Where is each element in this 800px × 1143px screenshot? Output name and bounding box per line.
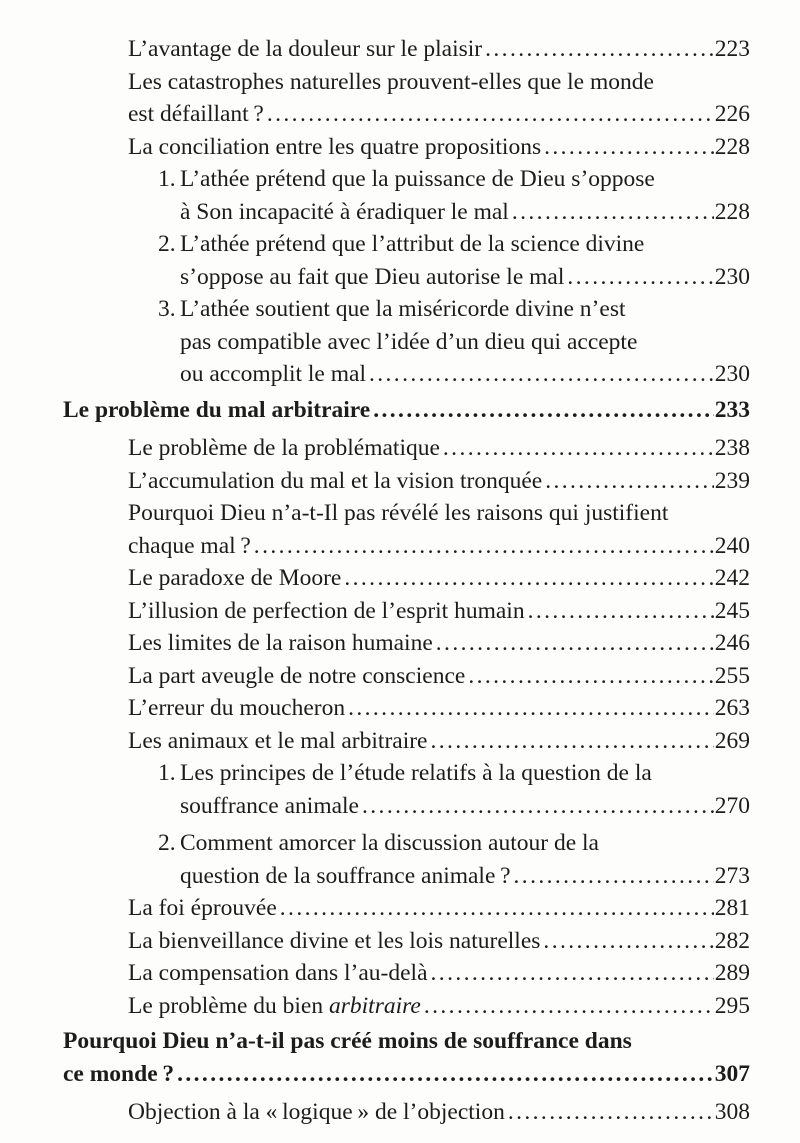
- dot-leader: [362, 790, 714, 823]
- entry-title: L’erreur du moucheron: [128, 695, 346, 721]
- dot-leader: [512, 196, 714, 229]
- entry-title: Les principes de l’étude relatifs à la question de la: [180, 760, 652, 786]
- page-number: 239: [714, 467, 750, 494]
- dot-leader: [545, 465, 714, 498]
- entry-title-segment: Le problème du bien: [128, 992, 329, 1019]
- dot-leader: [443, 432, 714, 465]
- entry-title: Le paradoxe de Moore: [128, 565, 342, 591]
- dot-leader: [280, 892, 714, 925]
- page-number: 281: [714, 895, 750, 921]
- page-number: 269: [714, 727, 750, 754]
- dot-leader: [369, 358, 714, 391]
- toc-line: [180, 261, 750, 294]
- entry-title: est défaillant ?: [128, 101, 264, 127]
- dot-leader: [344, 562, 713, 595]
- toc-line: [158, 228, 750, 261]
- item-number: 2.: [158, 231, 176, 257]
- page-number: 230: [714, 263, 750, 290]
- entry-title: Objection à la « logique » de l’objection: [128, 1099, 505, 1125]
- toc-line: [128, 33, 750, 66]
- entry-title: souffrance animale: [180, 792, 359, 819]
- dot-leader: [254, 530, 714, 563]
- toc-entry: [63, 465, 750, 498]
- page-number: 245: [714, 597, 750, 624]
- entry-title: Le problème de la problématique: [128, 435, 440, 461]
- toc-entry: [63, 957, 750, 990]
- entry-title: pas compatible avec l’idée d’un dieu qui accepte: [180, 328, 638, 355]
- toc-line: [128, 660, 750, 693]
- toc-line: [63, 1058, 750, 1091]
- dot-leader: [544, 131, 714, 164]
- dot-leader: [373, 394, 714, 427]
- toc-line: [128, 692, 750, 725]
- toc-entry: [63, 33, 750, 66]
- entry-title: La foi éprouvée: [128, 895, 277, 921]
- page-number: 270: [714, 792, 750, 819]
- toc-entry: [63, 595, 750, 628]
- toc-entry: [63, 1025, 750, 1090]
- dot-leader: [514, 860, 714, 893]
- toc-entry: [63, 990, 750, 1023]
- page-number: 282: [714, 927, 750, 954]
- toc-line: [180, 326, 750, 359]
- entry-title: L’athée prétend que la puissance de Dieu s’oppose: [180, 166, 655, 192]
- entry-title: Le problème du mal arbitraire: [63, 396, 371, 423]
- dot-leader: [468, 660, 713, 693]
- entry-title: question de la souffrance animale ?: [180, 862, 511, 889]
- dot-leader: [267, 98, 714, 131]
- toc-entry: [63, 627, 750, 660]
- dot-leader: [508, 1096, 714, 1129]
- dot-leader: [431, 725, 714, 758]
- toc-entry: [63, 562, 750, 595]
- toc-line: [128, 925, 750, 958]
- toc-line: [128, 432, 750, 465]
- page-number: 226: [714, 101, 750, 127]
- entry-title: La compensation dans l’au-delà: [128, 960, 428, 986]
- page-number: 295: [714, 992, 750, 1019]
- toc-entry: [63, 1096, 750, 1129]
- toc-line: [128, 66, 750, 99]
- toc-entry: [63, 692, 750, 725]
- toc-line: [128, 562, 750, 595]
- toc-entry: [63, 66, 750, 131]
- page-number: 308: [714, 1099, 750, 1125]
- page-number: 289: [714, 960, 750, 986]
- toc-line: [128, 465, 750, 498]
- toc-line: [158, 293, 750, 326]
- toc-line: [128, 627, 750, 660]
- page-number: 228: [714, 133, 750, 160]
- entry-title: Les animaux et le mal arbitraire: [128, 727, 428, 754]
- toc-line: [128, 1096, 750, 1129]
- page-number: 230: [714, 361, 750, 387]
- toc-line: [180, 790, 750, 823]
- toc-line: [128, 98, 750, 131]
- page-number: 255: [714, 662, 750, 689]
- dot-leader: [567, 261, 713, 294]
- toc-line: [63, 1025, 750, 1058]
- page-number: 223: [714, 36, 750, 62]
- entry-title: L’athée prétend que l’attribut de la science divine: [180, 231, 645, 257]
- entry-title-italic-segment: arbitraire: [329, 992, 421, 1019]
- entry-title: La bienveillance divine et les lois naturelles: [128, 927, 541, 954]
- toc-entry: [63, 757, 750, 822]
- toc-line: [128, 497, 750, 530]
- toc-entry: [63, 163, 750, 228]
- toc-entry: [63, 660, 750, 693]
- toc-entry: [63, 394, 750, 427]
- toc-line: [128, 131, 750, 164]
- page-number: 246: [714, 630, 750, 656]
- entry-title: Comment amorcer la discussion autour de la: [180, 830, 599, 856]
- toc-line: [128, 990, 750, 1023]
- page-number: 238: [714, 435, 750, 461]
- toc-entry: [63, 925, 750, 958]
- page-number: 273: [714, 862, 750, 889]
- page-number: 307: [714, 1060, 750, 1087]
- item-number: 1.: [158, 166, 176, 192]
- entry-title: L’avantage de la douleur sur le plaisir: [128, 36, 483, 62]
- entry-title: Les catastrophes naturelles prouvent-elles que le monde: [128, 68, 654, 95]
- toc-entry: [63, 725, 750, 758]
- entry-title: L’illusion de perfection de l’esprit humain: [128, 597, 525, 624]
- item-number: 1.: [158, 760, 176, 786]
- toc-entry: [63, 228, 750, 293]
- toc-line: [180, 358, 750, 391]
- toc-entry: [63, 131, 750, 164]
- dot-leader: [177, 1058, 714, 1091]
- dot-leader: [431, 957, 714, 990]
- entry-title: Pourquoi Dieu n’a-t-il pas créé moins de souffrance dans: [63, 1028, 632, 1054]
- entry-title: La part aveugle de notre conscience: [128, 662, 466, 689]
- entry-title: à Son incapacité à éradiquer le mal: [180, 198, 509, 225]
- page-number: 242: [714, 565, 750, 591]
- entry-title: chaque mal ?: [128, 532, 251, 559]
- toc-line: [180, 860, 750, 893]
- toc-line: [128, 957, 750, 990]
- dot-leader: [348, 692, 714, 725]
- dot-leader: [436, 627, 714, 660]
- dot-leader: [543, 925, 713, 958]
- toc-entry: [63, 497, 750, 562]
- toc-line: [158, 163, 750, 196]
- toc-line: [128, 725, 750, 758]
- page-number: 240: [714, 532, 750, 559]
- toc-line: [63, 394, 750, 427]
- page-number: 228: [714, 198, 750, 225]
- toc-line: [158, 757, 750, 790]
- entry-title: L’accumulation du mal et la vision tronquée: [128, 467, 543, 494]
- toc-entry: [63, 293, 750, 391]
- toc-entry: [63, 432, 750, 465]
- toc-line: [128, 892, 750, 925]
- dot-leader: [485, 33, 714, 66]
- entry-title: ou accomplit le mal: [180, 361, 366, 387]
- entry-title: La conciliation entre les quatre propositions: [128, 133, 542, 160]
- entry-title: Pourquoi Dieu n’a-t-Il pas révélé les raisons qui justifient: [128, 500, 669, 526]
- entry-title: L’athée soutient que la miséricorde divine n’est: [180, 296, 626, 322]
- toc-line: [128, 595, 750, 628]
- toc-line: [128, 530, 750, 563]
- entry-title: Les limites de la raison humaine: [128, 630, 433, 656]
- entry-title: [128, 990, 421, 1023]
- page-number: 263: [714, 695, 750, 721]
- toc-entry: [63, 827, 750, 892]
- entry-title: ce monde ?: [63, 1060, 175, 1087]
- dot-leader: [424, 990, 714, 1023]
- item-number: 3.: [158, 296, 176, 322]
- entry-title: s’oppose au fait que Dieu autorise le mal: [180, 263, 565, 290]
- dot-leader: [528, 595, 714, 628]
- toc-entry: [63, 892, 750, 925]
- item-number: 2.: [158, 830, 176, 856]
- page-number: 233: [714, 396, 750, 423]
- toc-line: [158, 827, 750, 860]
- toc-line: [180, 196, 750, 229]
